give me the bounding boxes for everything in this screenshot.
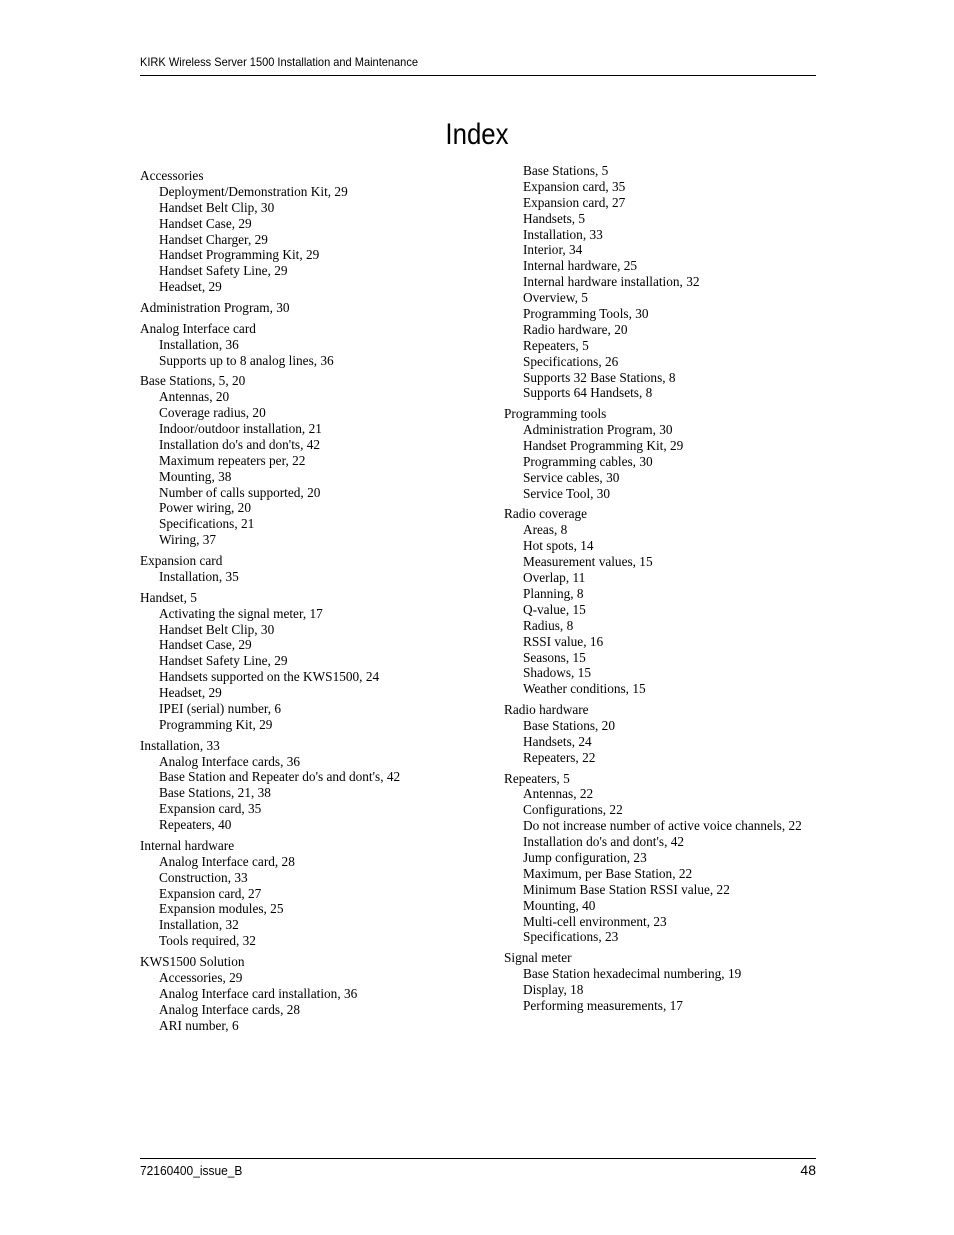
index-subentry: Handset Belt Clip, 30: [159, 621, 275, 637]
index-entry: [504, 771, 824, 946]
index-subentry: ARI number, 6: [159, 1017, 239, 1033]
index-entry: [504, 702, 824, 766]
index-subentry: Handset Belt Clip, 30: [159, 199, 275, 215]
index-subentry: Display, 18: [523, 981, 584, 997]
index-subentry: Configurations, 22: [523, 802, 623, 818]
index-term: Signal meter: [504, 950, 572, 966]
index-term: Installation, 33: [140, 737, 220, 753]
page-footer: [140, 1158, 816, 1178]
page-title: Index: [445, 118, 509, 151]
index-subentry: Interior, 34: [523, 242, 583, 258]
index-subentry: Accessories, 29: [159, 969, 243, 985]
index-term: Repeaters, 5: [504, 770, 570, 786]
index-subentry: Base Station and Repeater do's and dont's, 42: [159, 769, 401, 785]
index-entry: [140, 838, 500, 949]
index-subentry: Supports up to 8 analog lines, 36: [159, 352, 334, 368]
index-subentry: Headset, 29: [159, 279, 222, 295]
index-subentry: Base Stations, 20: [523, 717, 615, 733]
index-subentry: Handset Programming Kit, 29: [159, 247, 320, 263]
index-subentry: Minimum Base Station RSSI value, 22: [523, 881, 730, 897]
index-subentry: Shadows, 15: [523, 665, 591, 681]
index-subentry: Handset Charger, 29: [159, 231, 268, 247]
index-subentry: Maximum repeaters per, 22: [159, 452, 306, 468]
index-subentry: Expansion card, 35: [523, 178, 626, 194]
index-entry: [140, 300, 500, 316]
index-subentry: Construction, 33: [159, 869, 248, 885]
index-subentry: Administration Program, 30: [523, 422, 673, 438]
index-subentry: Expansion modules, 25: [159, 901, 284, 917]
index-subentry: Areas, 8: [523, 522, 568, 538]
index-entry: [140, 168, 500, 295]
index-subentry: Expansion card, 27: [523, 194, 626, 210]
index-subentry: Specifications, 23: [523, 929, 619, 945]
index-subentry: IPEI (serial) number, 6: [159, 700, 282, 716]
index-subentry: Service cables, 30: [523, 469, 620, 485]
index-subentry: Power wiring, 20: [159, 500, 251, 516]
index-subentry: Programming cables, 30: [523, 453, 653, 469]
index-subentry: Q-value, 15: [523, 601, 586, 617]
index-subentry: Repeaters, 22: [523, 749, 596, 765]
index-subentry: Handsets, 24: [523, 733, 592, 749]
index-term: Radio coverage: [504, 506, 588, 522]
index-term: Programming tools: [504, 406, 607, 422]
index-subentry: Service Tool, 30: [523, 485, 611, 501]
index-subentry: Measurement values, 15: [523, 554, 653, 570]
index-subentry: Overlap, 11: [523, 570, 586, 586]
index-subentry: Radio hardware, 20: [523, 321, 628, 337]
index-subentry: Base Stations, 5: [523, 163, 609, 178]
index-subentry: Supports 64 Handsets, 8: [523, 385, 653, 401]
index-subentry: Expansion card, 27: [159, 885, 262, 901]
index-column-right: [504, 163, 824, 1019]
index-term: Radio hardware: [504, 702, 589, 718]
index-entry: [504, 406, 824, 501]
index-term: Base Stations, 5, 20: [140, 373, 246, 389]
index-subentry: Supports 32 Base Stations, 8: [523, 369, 676, 385]
index-subentry: Coverage radius, 20: [159, 405, 266, 421]
index-subentry: Installation do's and don'ts, 42: [159, 436, 321, 452]
index-subentry: Installation, 33: [523, 226, 603, 242]
index-subentry: Base Station hexadecimal numbering, 19: [523, 966, 742, 982]
page-number: 48: [800, 1162, 816, 1178]
index-subentry: Wiring, 37: [159, 532, 217, 548]
index-term: Internal hardware: [140, 837, 235, 853]
index-subentry: Installation, 32: [159, 917, 239, 933]
index-term: Accessories: [140, 168, 204, 183]
index-subentry: Analog Interface card, 28: [159, 853, 295, 869]
index-subentry: Installation, 35: [159, 568, 239, 584]
index-subentry: Handset Safety Line, 29: [159, 653, 288, 669]
index-subentry: Handset Safety Line, 29: [159, 263, 288, 279]
index-subentry: Installation, 36: [159, 336, 239, 352]
index-subentry: Handset Programming Kit, 29: [523, 438, 684, 454]
index-subentry: Radius, 8: [523, 617, 574, 633]
index-subentry: Specifications, 21: [159, 516, 255, 532]
index-subentry: Indoor/outdoor installation, 21: [159, 421, 322, 437]
index-subentry: Deployment/Demonstration Kit, 29: [159, 183, 348, 199]
index-subentry: Programming Tools, 30: [523, 306, 649, 322]
index-subentry: Internal hardware, 25: [523, 258, 638, 274]
index-subentry: Handset Case, 29: [159, 637, 252, 653]
index-term: KWS1500 Solution: [140, 953, 245, 969]
index-entry: [140, 590, 500, 733]
index-entry: [140, 373, 500, 548]
index-subentry: Tools required, 32: [159, 933, 256, 949]
index-entry: [140, 954, 500, 1033]
index-subentry: Handsets supported on the KWS1500, 24: [159, 669, 380, 685]
index-subentry: Seasons, 15: [523, 649, 586, 665]
document-id: 72160400_issue_B: [140, 1163, 243, 1178]
index-entry: [140, 321, 500, 369]
index-subentry: Analog Interface card installation, 36: [159, 985, 358, 1001]
index-subentry: Mounting, 38: [159, 468, 232, 484]
index-term: Expansion card: [140, 553, 223, 569]
index-subentry: Installation do's and dont's, 42: [523, 834, 685, 850]
index-entry: [140, 553, 500, 585]
index-subentry: Analog Interface cards, 28: [159, 1001, 301, 1017]
index-subentry: Planning, 8: [523, 585, 584, 601]
index-entry: [504, 163, 824, 401]
index-subentry: Antennas, 22: [523, 786, 594, 802]
index-subentry: Repeaters, 40: [159, 817, 232, 833]
index-subentry: Number of calls supported, 20: [159, 484, 321, 500]
page-header: [140, 55, 816, 76]
index-entry: [140, 738, 500, 833]
index-subentry: Performing measurements, 17: [523, 997, 683, 1013]
index-term: Analog Interface card: [140, 320, 256, 336]
index-subentry: Weather conditions, 15: [523, 681, 646, 697]
index-column-left: [140, 168, 500, 1038]
index-subentry: Headset, 29: [159, 685, 222, 701]
index-subentry: Specifications, 26: [523, 353, 619, 369]
index-subentry: Expansion card, 35: [159, 801, 262, 817]
index-term: Administration Program, 30: [140, 300, 290, 316]
header-title: KIRK Wireless Server 1500 Installation and Maintenance: [140, 55, 418, 69]
index-subentry: Base Stations, 21, 38: [159, 785, 271, 801]
index-subentry: Repeaters, 5: [523, 337, 589, 353]
index-entry: [504, 950, 824, 1014]
index-entry: [504, 506, 824, 697]
index-subentry: Activating the signal meter, 17: [159, 605, 323, 621]
index-subentry: Jump configuration, 23: [523, 849, 647, 865]
index-subentry: Internal hardware installation, 32: [523, 274, 700, 290]
index-subentry: Hot spots, 14: [523, 538, 594, 554]
index-term: Handset, 5: [140, 589, 197, 605]
index-subentry: Maximum, per Base Station, 22: [523, 865, 693, 881]
index-subentry: Analog Interface cards, 36: [159, 753, 301, 769]
index-subentry: Antennas, 20: [159, 389, 230, 405]
index-subentry: Handset Case, 29: [159, 215, 252, 231]
index-subentry: Mounting, 40: [523, 897, 596, 913]
index-subentry: Programming Kit, 29: [159, 716, 273, 732]
index-subentry: Overview, 5: [523, 290, 588, 306]
index-subentry: RSSI value, 16: [523, 633, 604, 649]
index-subentry: Do not increase number of active voice channels, 22: [523, 818, 802, 834]
index-subentry: Multi-cell environment, 23: [523, 913, 667, 929]
index-subentry: Handsets, 5: [523, 210, 586, 226]
